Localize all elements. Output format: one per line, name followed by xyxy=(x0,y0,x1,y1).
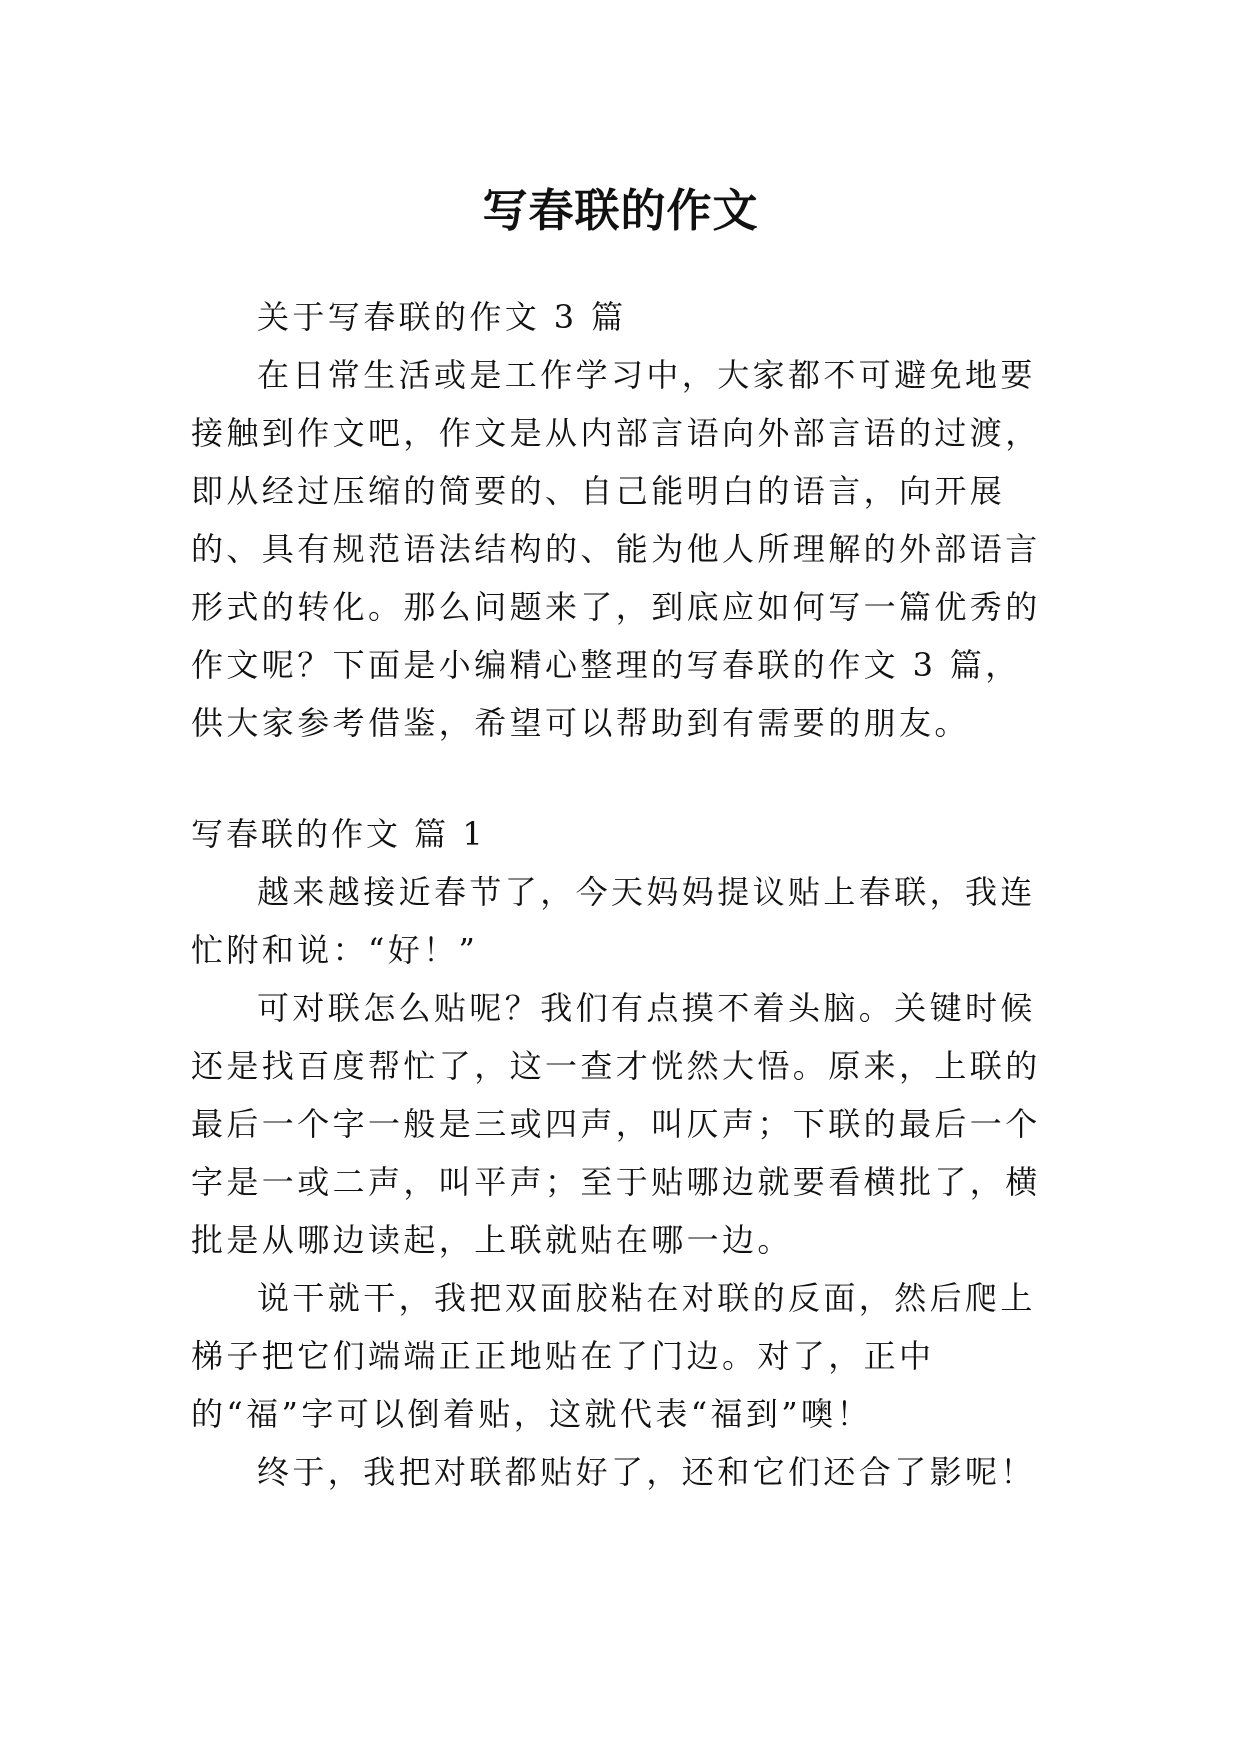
intro-paragraph: 在日常生活或是工作学习中，大家都不可避免地要接触到作文吧，作文是从内部言语向外部言语的过渡，即从经过压缩的简要的、自己能明白的语言，向开展的、具有规范语法结构的、能为他人所理解的外部语言形式的转化。那么问题来了，到底应如何写一篇优秀的作文呢？下面是小编精心整理的写春联的作文 3 篇，供大家参考借鉴，希望可以帮助到有需要的朋友。 xyxy=(191,356,1041,742)
body-paragraph: 可对联怎么贴呢？我们有点摸不着头脑。关键时候还是找百度帮忙了，这一查才恍然大悟。原来，上联的最后一个字一般是三或四声，叫仄声；下联的最后一个字是一或二声，叫平声；至于贴哪边就要看横批了，横批是从哪边读起，上联就贴在哪一边。 xyxy=(191,989,1041,1259)
intro-subtitle: 关于写春联的作文 3 篇 xyxy=(257,298,627,336)
section-heading: 写春联的作文 篇 1 xyxy=(191,815,486,853)
essay-section-1 xyxy=(191,805,1051,1501)
body-paragraph: 终于，我把对联都贴好了，还和它们还合了影呢！ xyxy=(257,1453,1036,1491)
body-paragraph: 越来越接近春节了，今天妈妈提议贴上春联，我连忙附和说：“好！” xyxy=(191,873,1036,969)
body-paragraph: 说干就干，我把双面胶粘在对联的反面，然后爬上梯子把它们端端正正地贴在了门边。对了，正中的“福”字可以倒着贴，这就代表“福到”噢！ xyxy=(191,1279,1036,1433)
document-title: 写春联的作文 xyxy=(482,184,759,238)
intro-section xyxy=(191,288,1051,752)
